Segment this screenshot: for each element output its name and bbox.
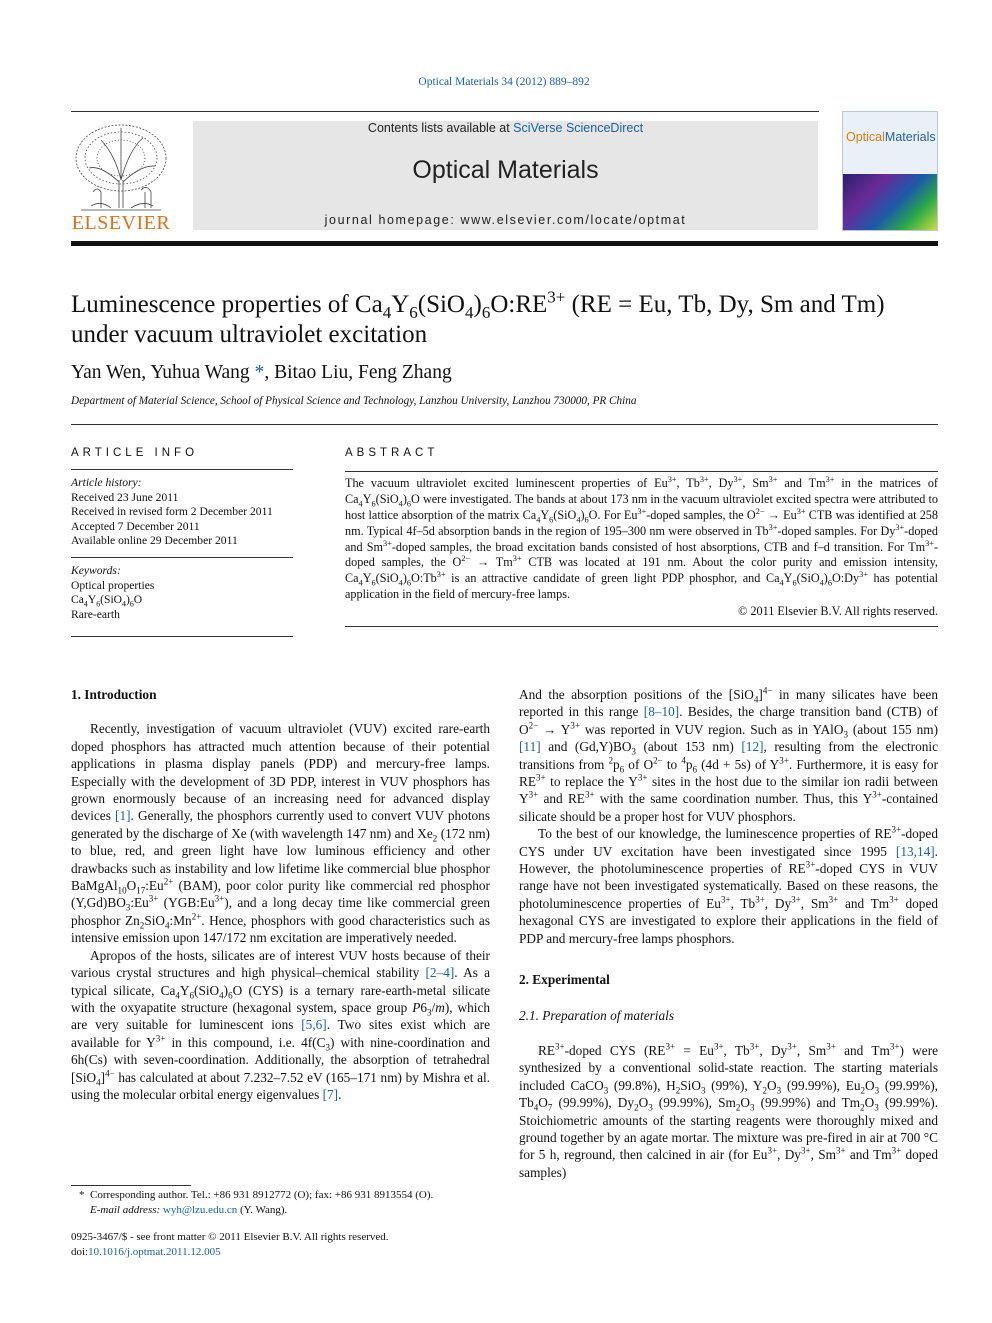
- right-column: [519, 686, 938, 1181]
- citation-link[interactable]: [2–4]: [425, 965, 455, 981]
- citation-link[interactable]: [11]: [519, 739, 541, 755]
- journal-cover-thumbnail[interactable]: OpticalMaterials: [842, 111, 938, 231]
- article-info-panel: ARTICLE INFO Article history: Received 23 June 2011 Received in revised form 2 December 2011 Accepted 7 December 2011 Available online 29 December 2011 Keywords: Optical properties $Ca_4Y_6(SiO_4)_6O$ Rare-earth: [71, 446, 293, 643]
- citation-link[interactable]: [12]: [741, 739, 764, 755]
- history-received: Received 23 June 2011: [71, 490, 179, 504]
- keyword: Rare-earth: [71, 607, 120, 621]
- history-accepted: Accepted 7 December 2011: [71, 519, 200, 533]
- cover-image: [843, 174, 937, 231]
- citation-link[interactable]: [5,6]: [301, 1017, 327, 1033]
- keyword: Optical properties: [71, 578, 155, 592]
- publication-info: 0925-3467/$ - see front matter © 2011 Elsevier B.V. All rights reserved. doi:10.1016/j.optmat.2011.12.005: [71, 1231, 389, 1258]
- affiliation: Department of Material Science, School of Physical Science and Technology, Lanzhou University, Lanzhou 730000, PR China: [71, 395, 637, 407]
- section-rule: [71, 424, 938, 425]
- corresponding-author-info: Corresponding author. Tel.: +86 931 8912772 (O); fax: +86 931 8913554 (O).: [90, 1189, 434, 1201]
- section-heading-experimental: 2. Experimental: [519, 972, 610, 988]
- abstract-panel: [345, 446, 938, 627]
- keyword: $Ca_4Y_6(SiO_4)_6O$: [71, 593, 143, 609]
- section-heading-introduction: 1. Introduction: [71, 687, 157, 702]
- email-link[interactable]: wyh@lzu.edu.cn: [162, 1204, 238, 1216]
- intro-paragraph-2: Apropos of the hosts, silicates are of interest VUV hosts because of their various crystal structures and high physical–chemical stability [2–4]. As a typical silicate, $Ca_4Y_6(SiO_4)_6O$ (CYS) is a ternary rare-earth-metal silicate with the oxyapatite structure (hexagonal system, space group $P6_3/m$), which are very suitable for luminescent ions [5,6]. Two sites exist which are available for $Y^{3+}$ in this compound, i.e. $4f(C_3)$ with nine-coordination and 6h(Cs) with seven-coordination. Additionally, the absorption of tetrahedral $[SiO_4]^{4-}$ has calculated at about 7.232–7.52 eV (165–171 nm) by Mishra et al. using the molecular orbital energy eigenvalues [7].: [71, 947, 491, 1102]
- history-revised: Received in revised form 2 December 2011: [71, 505, 273, 519]
- header-thick-rule: [71, 241, 938, 246]
- corresponding-author-marker[interactable]: *: [254, 362, 265, 383]
- left-column: [71, 686, 490, 1103]
- experimental-paragraph-1: $RE^{3+}$-doped CYS ($RE^{3+} = Eu^{3+}$, $Tb^{3+}$, $Dy^{3+}$, $Sm^{3+}$ and $Tm^{3+}$) were synthesized by a conventional solid-state reaction. The starting materials included CaCO$_3$ (99.8%), $H_2SiO_3$ (99%), $Y_2O_3$ (99.99%), $Eu_2O_3$ (99.99%), $Tb_4O_7$ (99.99%), $Dy_2O_3$ (99.99%), $Sm_2O_3$ (99.99%) and $Tm_2O_3$ (99.99%). Stoichiometric amounts of the starting reagents were thoroughly mixed and ground together by an agate mortar. The mixture was pre-fired in air at 700 °C for 5 h, reground, then calcined in air (for $Eu^{3+}$, $Dy^{3+}$, $Sm^{3+}$ and $Tm^{3+}$ doped samples): [519, 1041, 939, 1180]
- citation-link[interactable]: [7]: [322, 1086, 339, 1102]
- citation-link[interactable]: [8–10]: [643, 704, 680, 720]
- citation-link[interactable]: [13,14]: [895, 843, 935, 859]
- abstract-heading: ABSTRACT: [345, 447, 439, 459]
- author-list: Yan Wen, Yuhua Wang *, Bitao Liu, Feng Zhang: [71, 362, 452, 383]
- journal-banner: [193, 121, 818, 230]
- header-rule: [71, 111, 819, 112]
- doi-link[interactable]: 10.1016/j.optmat.2011.12.005: [88, 1246, 221, 1258]
- article-title: Luminescence properties of $Ca_4Y_6(SiO_4)_6O:RE^{3+}$ (RE = Eu, Tb, Dy, Sm and Tm) under vacuum ultraviolet excitation: [71, 287, 885, 348]
- abstract-text: The vacuum ultraviolet excited luminescent properties of $Eu^{3+}$, $Tb^{3+}$, $Dy^{3+}$, $Sm^{3+}$ and $Tm^{3+}$ in the matrices of $Ca_4Y_6(SiO_4)_6O$ were investigated. The bands at about 173 nm in the vacuum ultraviolet excited spectra were attributed to host lattice absorption of the matrix $Ca_4Y_6(SiO_4)_6O$. For $Eu^{3+}$-doped samples, the $O^{2-} \to Eu^{3+}$ CTB was identified at 258 nm. Typical 4f–5d absorption bands in the region of 195–300 nm were observed in $Tb^{3+}$-doped samples. For $Dy^{3+}$-doped and $Sm^{3+}$-doped samples, the broad excitation bands consisted of host absorptions, CTB and f–d transition. For $Tm^{3+}$-doped samples, the $O^{2-} \to Tm^{3+}$ CTB was located at 191 nm. About the color purity and emission intensity, $Ca_4Y_6(SiO_4)_6O:Tb^{3+}$ is an attractive candidate of green light PDP phosphor, and $Ca_4Y_6(SiO_4)_6O:Dy^{3+}$ has potential application in the field of mercury-free lamps.: [345, 474, 939, 602]
- history-online: Available online 29 December 2011: [71, 534, 238, 548]
- journal-homepage[interactable]: journal homepage: www.elsevier.com/locate/optmat: [324, 213, 687, 227]
- intro-paragraph-2-cont: And the absorption positions of the $[SiO_4]^{4-}$ in many silicates have been reported in this range [8–10]. Besides, the charge transition band (CTB) of $O^{2-} \to Y^{3+}$ was reported in VUV region. Such as in YAlO$_3$ (about 155 nm) [11] and $(Gd,Y)BO_3$ (about 153 nm) [12], resulting from the electronic transitions from $^2p_6$ of $O^{2-}$ to $^4p_6$ (4d + 5s) of $Y^{3+}$. Furthermore, it is easy for $RE^{3+}$ to replace the $Y^{3+}$ sites in the host due to the similar ion radii between $Y^{3+}$ and $RE^{3+}$ with the same coordination number. Thus, this $Y^{3+}$-contained silicate should be a proper host for VUV phosphors.: [519, 685, 938, 824]
- contents-line: Contents lists available at SciVerse ScienceDirect: [367, 121, 644, 135]
- intro-paragraph-1: Recently, investigation of vacuum ultraviolet (VUV) excited rare-earth doped phosphors has attracted much attention because of their potential applications in plasma display panels (PDP) and mercury-free lamps. Especially with the development of 3D PDP, interest in VUV phosphors has grown enormously because of an increasing need for advanced display devices [1]. Generally, the phosphors currently used to convert VUV photons generated by the discharge of Xe (with wavelength 147 nm) and $Xe_2$ (172 nm) to blue, red, and green light have low luminous efficiency and other drawbacks such as instability and low lifetime like commercial blue phosphor $BaMgAl_{10}O_{17}:Eu^{2+}$ (BAM), poor color purity like commercial red phosphor $(Y,Gd)BO_3:Eu^{3+}$ $(YGB:Eu^{3+})$, and a long decay time like commercial green phosphor $Zn_2SiO_4:Mn^{2+}$. Hence, phosphors with good characteristics such as intensive emission upon 147/172 nm excitation are imperatively needed.: [71, 721, 490, 946]
- copyright: © 2011 Elsevier B.V. All rights reserved.: [738, 604, 938, 619]
- subsection-heading-preparation: 2.1. Preparation of materials: [519, 1007, 675, 1023]
- footnote: * Corresponding author. Tel.: +86 931 8912772 (O); fax: +86 931 8913554 (O). E-mail address: wyh@lzu.edu.cn (Y. Wang).: [71, 1185, 490, 1218]
- journal-name: Optical Materials: [412, 156, 599, 184]
- journal-reference[interactable]: Optical Materials 34 (2012) 889–892: [418, 76, 590, 88]
- citation-link[interactable]: [1]: [115, 808, 131, 824]
- sciencedirect-link[interactable]: SciVerse ScienceDirect: [513, 121, 644, 135]
- article-info-heading: ARTICLE INFO: [71, 447, 199, 459]
- issn-line: 0925-3467/$ - see front matter © 2011 Elsevier B.V. All rights reserved.: [71, 1231, 389, 1243]
- intro-paragraph-3: To the best of our knowledge, the luminescence properties of $RE^{3+}$-doped CYS under UV excitation have been investigated since 1995 [13,14]. However, the photoluminescence properties of $RE^{3+}$-doped CYS in VUV range have not been investigated systematically. Based on these reasons, the photoluminescence properties of $Eu^{3+}$, $Tb^{3+}$, $Dy^{3+}$, $Sm^{3+}$ and $Tm^{3+}$ doped hexagonal CYS are investigated to explore their applications in the field of PDP and mercury-free lamps phosphors.: [519, 824, 939, 946]
- elsevier-wordmark: ELSEVIER: [71, 212, 171, 234]
